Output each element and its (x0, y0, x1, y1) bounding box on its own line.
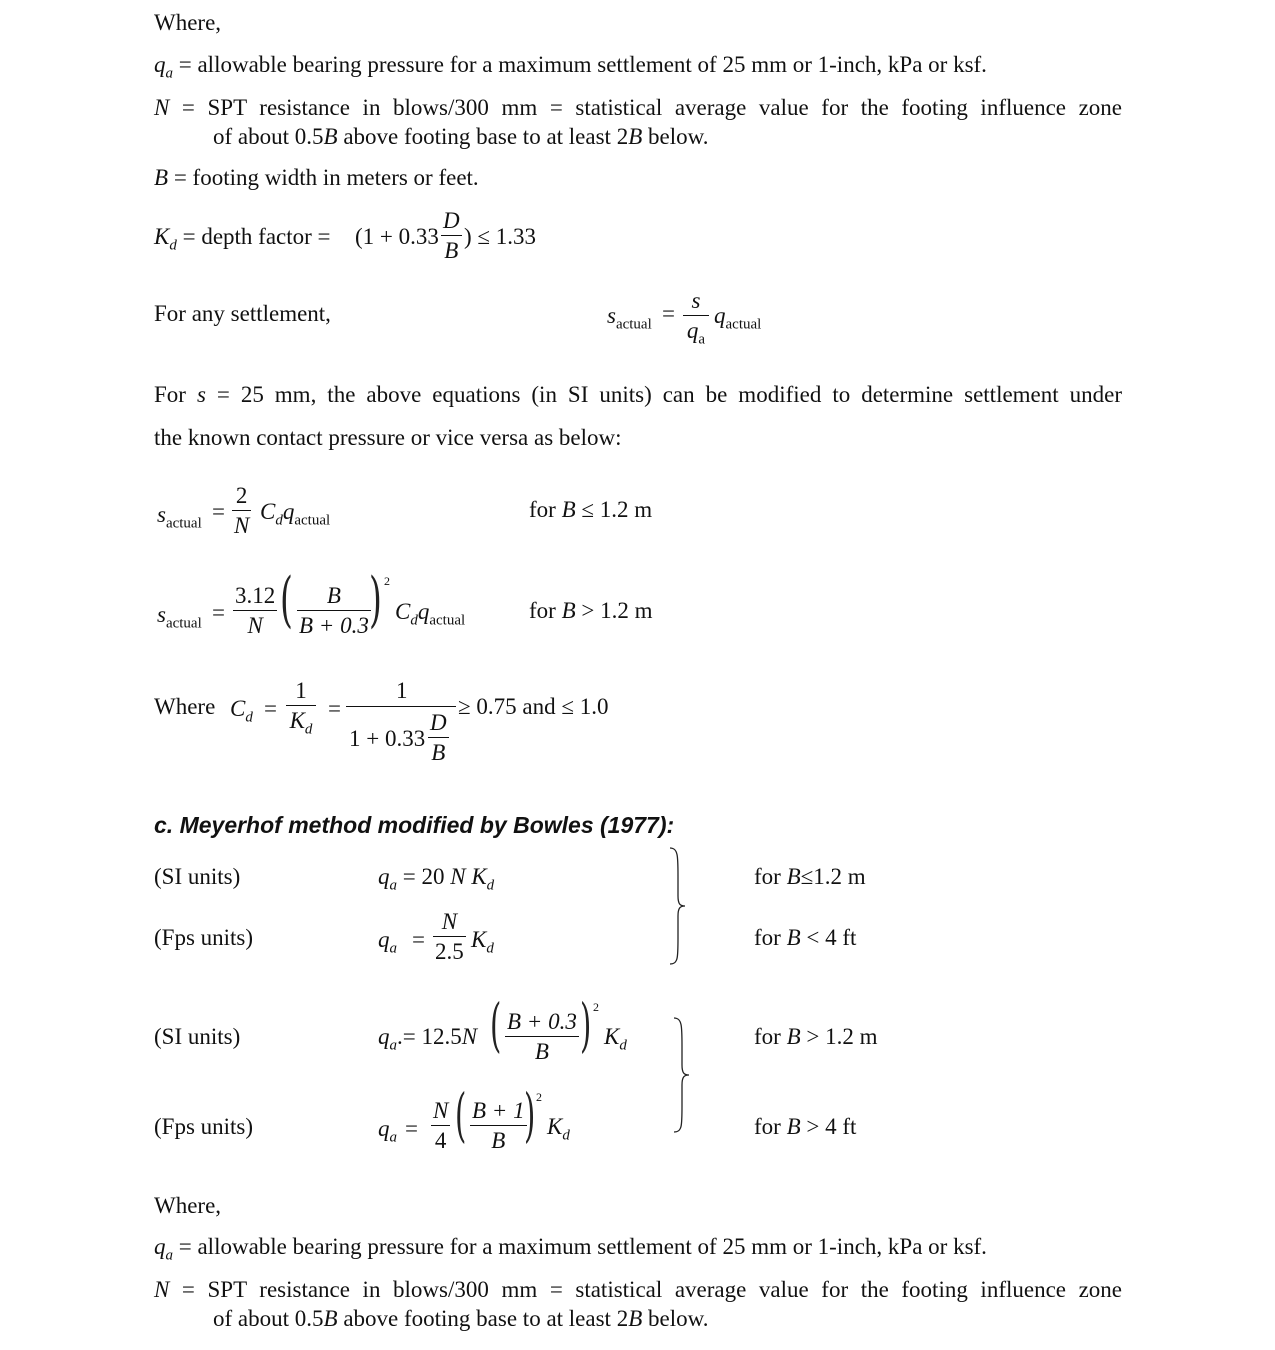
eq3-f2-den-a: 1 + 0.33 (349, 726, 426, 751)
n-bottom-line2-c: above footing base to at least 2 (337, 1306, 629, 1331)
eq2-power: 2 (384, 574, 390, 588)
eq2-s-sub: actual (165, 615, 202, 632)
r3-cond-c: > 1.2 m (800, 1024, 878, 1049)
r2-q-sub: a (389, 940, 397, 957)
eq1-c: C (260, 499, 276, 524)
right-brace-2 (672, 1016, 692, 1134)
eq1-cond-c: ≤ 1.2 m (575, 497, 653, 522)
eq2-rhs (395, 600, 465, 629)
r1-cond-c: ≤1.2 m (800, 864, 866, 889)
settlement-frac-num: s (691, 288, 701, 313)
qa-definition-top (154, 53, 987, 82)
settlement-q (714, 304, 761, 333)
eq2-cond-b: B (561, 598, 576, 623)
r4-cond-c: > 4 ft (800, 1114, 857, 1139)
r4-power: 2 (536, 1090, 542, 1104)
eq1-frac-num: 2 (235, 483, 248, 508)
n-symbol: N (154, 95, 170, 120)
eq2-condition (529, 599, 653, 622)
n-text-line1-bottom: = SPT resistance in blows/300 mm = statistical average value for the footing influence zone (169, 1277, 1122, 1302)
eq2-right-paren: ) (369, 565, 382, 635)
kd-text: = depth factor = (176, 224, 331, 249)
kd-fraction (441, 209, 462, 262)
eq2-inner-den: B + 0.3 (299, 613, 369, 638)
eq2-q-sub: actual (429, 612, 466, 629)
r1-condition (754, 865, 866, 888)
r3-n: N (461, 1024, 478, 1049)
kd-open: (1 + 0.33 (355, 224, 439, 249)
r4-cond-b: B (786, 1114, 801, 1139)
eq1-eq: = (212, 499, 225, 524)
r2-k (471, 928, 494, 957)
qa-text-bottom: = allowable bearing pressure for a maximum settlement of 25 mm or 1-inch, kPa or ksf. (173, 1234, 987, 1259)
s-subscript: actual (615, 316, 652, 333)
r1-equation (378, 865, 494, 894)
eq2-lhs (157, 603, 202, 632)
r3-fraction (505, 1010, 579, 1063)
s-symbol: s (607, 303, 616, 328)
eq3-f2-bar (346, 706, 456, 707)
r3-frac-den: B (534, 1039, 549, 1064)
kd-symbol: K (154, 224, 170, 249)
r1-q-sub: a (389, 877, 397, 894)
qa-symbol-bottom: q (154, 1234, 166, 1259)
r3-right-paren: ) (580, 991, 592, 1059)
eq3-where: Where (154, 694, 216, 719)
right-brace-1 (668, 846, 688, 966)
r4-eq: = (405, 1116, 418, 1141)
qa-definition-bottom (154, 1235, 987, 1264)
section-c-heading: c. Meyerhof method modified by Bowles (1977): (154, 812, 675, 838)
eq1-s: s (157, 502, 166, 527)
eq3-c-sub: d (245, 709, 253, 726)
eq1-cond-b: B (561, 497, 576, 522)
r1-k: K (465, 864, 487, 889)
r1-n: N (450, 864, 466, 889)
r3-k-sym: K (604, 1024, 620, 1049)
n-bottom-line2-d: B (628, 1306, 643, 1331)
eq2-c-sub: d (410, 612, 418, 629)
r4-inner-fraction (470, 1099, 527, 1152)
eq3-c: C (230, 696, 246, 721)
r3-power: 2 (593, 1000, 599, 1014)
r2-q-sym: q (378, 927, 390, 952)
n-bottom-line2-e: below. (642, 1306, 709, 1331)
eq1-cond-a: for (529, 497, 562, 522)
b-text: = footing width in meters or feet. (168, 165, 479, 190)
r3-condition (754, 1025, 878, 1048)
eq3-f1-den: K (289, 708, 305, 733)
eq2-cond-c: > 1.2 m (575, 598, 653, 623)
eq1-rhs (260, 500, 330, 529)
r4-k (547, 1115, 570, 1144)
qa-subscript-bottom: a (165, 1247, 173, 1264)
eq3-eq1: = (264, 696, 277, 721)
where-label-bottom: Where, (154, 1193, 222, 1218)
settlement-frac-den: q (686, 318, 699, 343)
r2-cond-b: B (786, 925, 801, 950)
kd-definition (154, 225, 331, 254)
r4-right-paren: ) (524, 1081, 536, 1149)
n-line2-b: B (323, 124, 338, 149)
r4-fraction (431, 1099, 450, 1152)
eq1-s-sub: actual (165, 515, 202, 532)
r3-k (604, 1025, 627, 1054)
eq1-lhs (157, 503, 202, 532)
para-line1-b: = 25 mm, the above equations (in SI units) can be modified to determine settlement under (205, 382, 1122, 407)
eq1-frac-den: N (234, 513, 250, 538)
n-bottom-line2-a: of about 0.5 (213, 1306, 324, 1331)
r3-cond-a: for (754, 1024, 787, 1049)
eq3-f1-num: 1 (295, 678, 307, 703)
r4-inner-den: B (491, 1128, 506, 1153)
r3-equation (378, 1025, 477, 1054)
kd-close: ) ≤ 1.33 (464, 224, 537, 249)
r2-k-sub: d (486, 940, 494, 957)
r2-k-sym: K (471, 927, 487, 952)
eq1-q-sub: actual (294, 512, 331, 529)
eq2-fraction (233, 584, 277, 637)
r3-q-sub: a (389, 1037, 397, 1054)
r2-q (378, 928, 397, 957)
b-symbol: B (154, 165, 169, 190)
r4-q-sym: q (378, 1116, 390, 1141)
r2-frac-num: N (441, 909, 458, 934)
r3-eq: .= 12.5 (397, 1024, 462, 1049)
eq3-eq2: = (328, 696, 341, 721)
r1-q: q (378, 864, 390, 889)
r3-k-sub: d (619, 1037, 627, 1054)
eq3-cd (230, 697, 253, 726)
r1-k-sub: d (486, 877, 495, 894)
r4-inner-num: B + 1 (472, 1098, 525, 1123)
r3-q: q (378, 1024, 390, 1049)
r2-cond-a: for (754, 925, 787, 950)
eq2-inner-num: B (326, 583, 341, 608)
r2-frac-den: 2.5 (435, 939, 464, 964)
eq1-condition (529, 498, 652, 521)
r2-eq: = (412, 927, 425, 952)
para-line1-s: s (196, 382, 206, 407)
eq2-frac-num: 3.12 (235, 583, 276, 608)
eq3-f1-den-sub: d (304, 721, 313, 738)
paragraph-line1 (154, 383, 1122, 406)
r4-cond-a: for (754, 1114, 787, 1139)
eq2-c: C (395, 599, 411, 624)
r2-cond-c: < 4 ft (800, 925, 857, 950)
n-definition-top-line2 (213, 125, 708, 148)
settlement-fraction (683, 289, 709, 348)
eq1-q: q (282, 499, 295, 524)
r2-condition (754, 926, 856, 949)
qa-text: = allowable bearing pressure for a maximum settlement of 25 mm or 1-inch, kPa or ksf. (173, 52, 987, 77)
eq2-left-paren: ( (280, 565, 293, 635)
n-definition-top-line1 (154, 96, 1122, 119)
settlement-eq: = (662, 301, 675, 326)
r4-left-paren: ( (455, 1081, 467, 1149)
settlement-frac-den-sub: a (698, 331, 706, 348)
n-line2-d: B (628, 124, 643, 149)
n-line2-part-a: of about 0.5 (213, 124, 324, 149)
qa-symbol: q (154, 52, 166, 77)
eq2-q: q (417, 599, 430, 624)
eq3-f2-inner-den: B (431, 740, 446, 765)
eq3-f2-num: 1 (396, 678, 408, 703)
r1-label: (SI units) (154, 864, 241, 889)
n-line2-part-c: above footing base to at least 2 (337, 124, 629, 149)
r2-fraction (433, 910, 466, 963)
eq1-c-sub: d (275, 512, 283, 529)
qa-subscript: a (165, 65, 173, 82)
kd-frac-num: D (443, 208, 460, 233)
r4-condition (754, 1115, 856, 1138)
eq1-fraction (232, 484, 251, 537)
r1-cond-b: B (786, 864, 801, 889)
r4-q (378, 1117, 397, 1146)
n-line2-part-e: below. (642, 124, 709, 149)
r1-cond-a: for (754, 864, 787, 889)
r3-frac-num: B + 0.3 (507, 1009, 577, 1034)
eq2-inner-fraction (297, 584, 371, 637)
eq3-f2-inner-num: D (430, 710, 447, 735)
kd-subscript: d (169, 237, 177, 254)
r1-eq: = 20 (397, 864, 451, 889)
eq3-tail: ≥ 0.75 and ≤ 1.0 (458, 694, 609, 719)
kd-frac-den: B (444, 238, 459, 263)
n-definition-bottom-line1 (154, 1278, 1122, 1301)
eq2-frac-den: N (247, 613, 263, 638)
eq3-f2-inner-fraction (428, 711, 449, 764)
paragraph-line2: the known contact pressure or vice versa as below: (154, 425, 622, 450)
r4-q-sub: a (389, 1129, 397, 1146)
r4-k-sym: K (547, 1114, 563, 1139)
r3-cond-b: B (786, 1024, 801, 1049)
q-symbol: q (714, 303, 726, 328)
para-line1-a: For (154, 382, 197, 407)
n-bottom-line2-b: B (323, 1306, 338, 1331)
q-subscript: actual (725, 316, 762, 333)
eq2-s: s (157, 602, 166, 627)
where-label-top: Where, (154, 10, 222, 35)
r3-label: (SI units) (154, 1024, 241, 1049)
settlement-lhs (607, 304, 652, 333)
n-text-line1: = SPT resistance in blows/300 mm = statistical average value for the footing influence zone (169, 95, 1122, 120)
eq3-fraction1 (286, 679, 316, 738)
r4-k-sub: d (562, 1127, 570, 1144)
r4-frac-den: 4 (434, 1128, 447, 1153)
n-symbol-bottom: N (154, 1277, 170, 1302)
eq2-cond-a: for (529, 598, 562, 623)
r3-left-paren: ( (490, 991, 502, 1059)
r4-label: (Fps units) (154, 1114, 254, 1139)
eq2-eq: = (212, 600, 225, 625)
b-definition (154, 166, 479, 189)
n-definition-bottom-line2 (213, 1307, 708, 1330)
settlement-label: For any settlement, (154, 301, 331, 326)
r2-label: (Fps units) (154, 925, 254, 950)
r4-frac-num: N (433, 1098, 449, 1123)
